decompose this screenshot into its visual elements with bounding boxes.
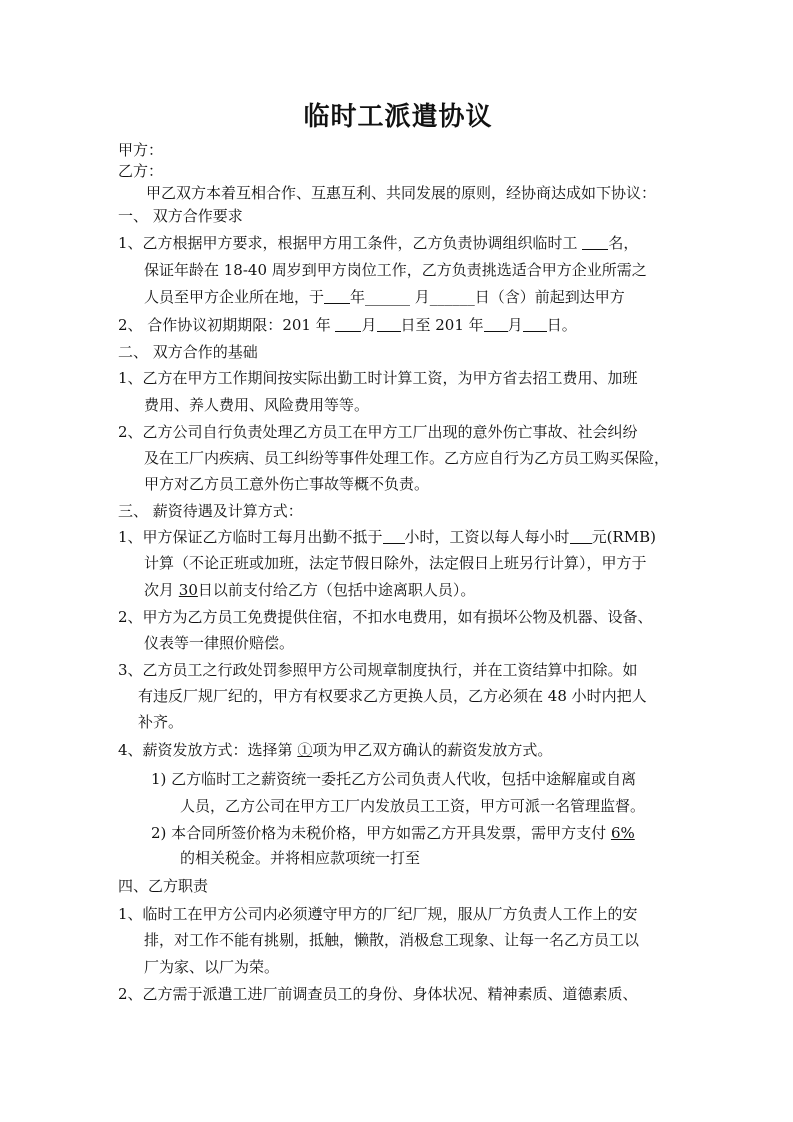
document-title: 临时工派遣协议 (303, 102, 493, 132)
tax-rate-value: 6% (610, 824, 635, 842)
s3-item1-line2: 计算（不论正班或加班，法定节假日除外，法定假日上班另行计算），甲方于 (144, 554, 647, 572)
s3-item4-line1: 4、薪资发放方式：选择第 ①项为甲乙双方确认的薪资发放方式。 (118, 741, 553, 759)
s3-item1-line3: 次月 30日以前支付给乙方（包括中途离职人员）。 (144, 581, 476, 599)
party-b-line: 乙方： (118, 162, 164, 180)
s3-item4-option1-line2: 人员，乙方公司在甲方工厂内发放员工工资，甲方可派一名管理监督。 (180, 797, 646, 815)
start-day-blank (377, 315, 401, 332)
s1-item1-line3: 人员至甲方企业所在地，于 年______ 月______日（含）前起到达甲方 (144, 288, 625, 306)
s2-item1-line1: 1、乙方在甲方工作期间按实际出勤工时计算工资，为甲方省去招工费用、加班 (118, 369, 638, 387)
s2-item1-line2: 费用、养人费用、风险费用等等。 (144, 396, 370, 414)
s3-item4-option2-line2: 的相关税金。并将相应款项统一打至 (180, 849, 421, 867)
s2-item2-line2: 及在工厂内疾病、员工纠纷等事件处理工作。乙方应自行为乙方员工购买保险， (144, 449, 670, 467)
s3-item3-line2: 有违反厂规厂纪的，甲方有权要求乙方更换人员，乙方必须在 48 小时内把人 (138, 687, 647, 705)
s3-item4-option1-line1: 1) 乙方临时工之薪资统一委托乙方公司负责人代收，包括中途解雇或自离 (151, 770, 637, 788)
party-a-line: 甲方： (118, 141, 164, 159)
hourly-rate-blank (570, 527, 592, 544)
s3-item2-line2: 仪表等一律照价赔偿。 (144, 634, 295, 652)
end-month-blank (484, 315, 508, 332)
s4-item1-line3: 厂为家、以厂为荣。 (144, 958, 280, 976)
start-month-blank (335, 315, 361, 332)
min-hours-blank (383, 527, 405, 544)
intro-paragraph: 甲乙双方本着互相合作、互惠互利、共同发展的原则，经协商达成如下协议： (146, 184, 657, 202)
s2-item2-line1: 2、乙方公司自行负责处理乙方员工在甲方工厂出现的意外伤亡事故、社会纠纷 (118, 423, 638, 441)
section-2-heading: 二、 双方合作的基础 (118, 343, 258, 361)
s3-item3-line1: 3、乙方员工之行政处罚参照甲方公司规章制度执行，并在工资结算中扣除。如 (118, 661, 638, 679)
workers-count-blank (582, 233, 608, 250)
s2-item2-line3: 甲方对乙方员工意外伤亡事故等概不负责。 (144, 475, 430, 493)
s1-item1-line1: 1、乙方根据甲方要求，根据甲方用工条件，乙方负责协调组织临时工 名， (118, 234, 639, 252)
s3-item4-option2-line1: 2) 本合同所签价格为未税价格，甲方如需乙方开具发票，需甲方支付 6% (151, 824, 635, 842)
section-3-heading: 三、 薪资待遇及计算方式： (118, 502, 303, 520)
s3-item3-line3: 补齐。 (138, 713, 184, 731)
section-1-heading: 一、 双方合作要求 (118, 207, 243, 225)
section-4-heading: 四、乙方职责 (118, 877, 209, 895)
document-page (118, 0, 678, 1122)
s4-item1-line2: 排，对工作不能有挑剔，抵触，懒散，消极怠工现象、让每一名乙方员工以 (144, 931, 640, 949)
s4-item2-line1: 2、乙方需于派遣工进厂前调查员工的身份、身体状况、精神素质、道德素质、 (118, 985, 638, 1003)
end-day-blank (523, 315, 547, 332)
s1-item2-line1: 2、 合作协议初期期限：201 年 月 日至 201 年 月 日。 (118, 316, 577, 334)
s3-item2-line1: 2、甲方为乙方员工免费提供住宿，不扣水电费用，如有损坏公物及机器、设备、 (118, 608, 653, 626)
pay-day-value: 30 (178, 581, 198, 599)
pay-option-value: ① (297, 741, 313, 759)
arrival-year-blank (324, 287, 350, 304)
s4-item1-line1: 1、临时工在甲方公司内必须遵守甲方的厂纪厂规，服从厂方负责人工作上的安 (118, 905, 638, 923)
s3-item1-line1: 1、甲方保证乙方临时工每月出勤不抵于 小时，工资以每人每小时 元(RMB) (118, 528, 656, 546)
s1-item1-line2: 保证年龄在 18-40 周岁到甲方岗位工作，乙方负责挑选适合甲方企业所需之 (144, 261, 647, 279)
